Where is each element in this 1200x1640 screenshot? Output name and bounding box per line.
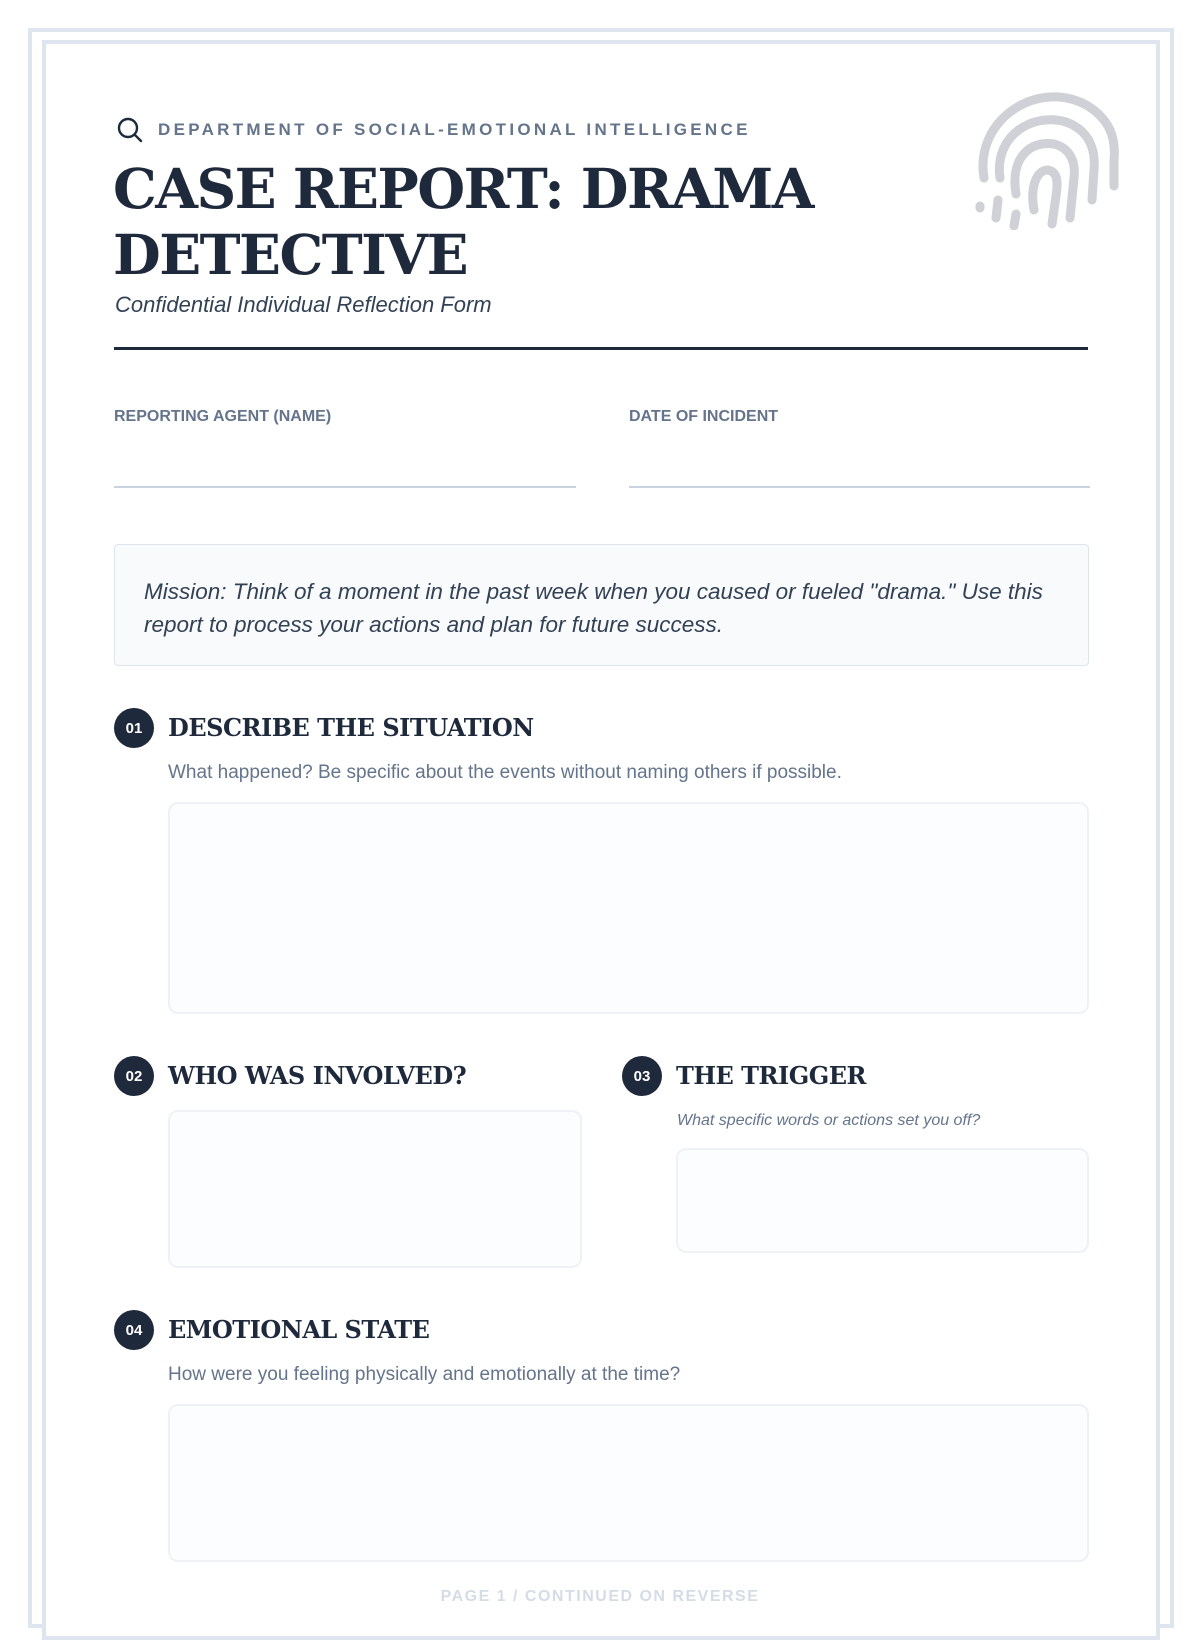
section-number-badge: 03 xyxy=(622,1056,662,1096)
agent-name-field[interactable] xyxy=(114,486,576,488)
mission-text: Mission: Think of a moment in the past week when you caused or fueled "drama." Use this report to process your actions and plan for future success. xyxy=(144,579,1043,637)
section-hint-situation: What happened? Be specific about the events without naming others if possible. xyxy=(168,762,842,783)
section-number-badge: 04 xyxy=(114,1310,154,1350)
page-subtitle: Confidential Individual Reflection Form xyxy=(115,292,492,317)
mission-box xyxy=(114,544,1089,666)
involved-answer-box[interactable] xyxy=(168,1110,582,1268)
emotional-answer-box[interactable] xyxy=(168,1404,1089,1562)
section-title-emotional: EMOTIONAL STATE xyxy=(168,1315,430,1344)
situation-answer-box[interactable] xyxy=(168,802,1089,1014)
section-title-involved: WHO WAS INVOLVED? xyxy=(168,1061,467,1090)
incident-date-label: DATE OF INCIDENT xyxy=(629,408,779,425)
section-title-situation: DESCRIBE THE SITUATION xyxy=(168,713,534,742)
section-title-trigger: THE TRIGGER xyxy=(676,1061,866,1090)
page-title: CASE REPORT: DRAMA DETECTIVE xyxy=(113,156,813,287)
incident-date-field[interactable] xyxy=(629,486,1090,488)
section-hint-trigger: What specific words or actions set you off? xyxy=(677,1112,981,1129)
trigger-answer-box[interactable] xyxy=(676,1148,1089,1253)
search-icon xyxy=(116,116,144,144)
agent-name-label: REPORTING AGENT (NAME) xyxy=(114,408,332,425)
fingerprint-icon xyxy=(970,78,1120,230)
department-name: DEPARTMENT OF SOCIAL-EMOTIONAL INTELLIGENCE xyxy=(158,120,751,139)
page-footer: PAGE 1 / CONTINUED ON REVERSE xyxy=(440,1588,760,1605)
section-number-badge: 01 xyxy=(114,708,154,748)
department-header xyxy=(116,116,751,144)
section-hint-emotional: How were you feeling physically and emotionally at the time? xyxy=(168,1364,681,1385)
header-divider xyxy=(114,347,1088,350)
section-number-badge: 02 xyxy=(114,1056,154,1096)
